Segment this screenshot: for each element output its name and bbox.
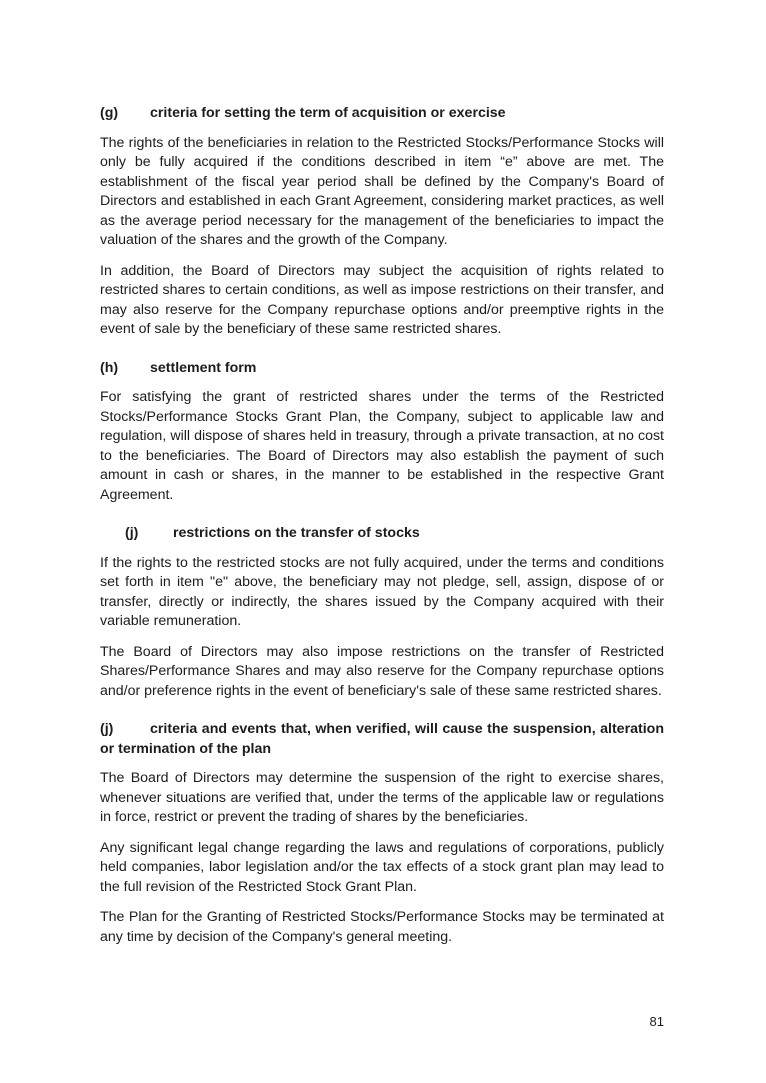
section-g — [100, 104, 664, 340]
section-label: (h) — [100, 359, 119, 376]
section-heading — [125, 524, 639, 544]
section-label: (j) — [100, 721, 114, 737]
section-label: (j) — [125, 525, 139, 541]
paragraph: The Board of Directors may also impose restrictions on the transfer of Restricted Shares/Performance Shares and may also reserve for the Company repurchase options and/or preference rights in the event of beneficiary's sale of these same restricted shares. — [100, 643, 664, 699]
section-title: restrictions on the transfer of stocks — [173, 525, 420, 541]
paragraph: The Board of Directors may determine the suspension of the right to exercise shares, whenever situations are verified that, under the terms of the applicable law or regulations in force, restrict or prevent the trading of shares by the beneficiaries. — [100, 770, 664, 825]
section-heading — [100, 104, 664, 124]
section-j-termination — [100, 720, 664, 947]
section-title: settlement form — [150, 359, 257, 376]
document-page-content — [100, 0, 664, 958]
paragraph: If the rights to the restricted stocks are not fully acquired, under the terms and conditions set forth in item "e" above, the beneficiary may not pledge, sell, assign, dispose of or transfer, directly or indirectly, the shares issued by the Company acquired with their variable remuneration. — [100, 554, 664, 629]
paragraph: In addition, the Board of Directors may subject the acquisition of rights related to restricted shares to certain conditions, as well as impose restrictions on their transfer, and may also reserve for the Company repurchase options and/or preemptive rights in the event of sale by the beneficiary of these same restricted shares. — [100, 262, 664, 337]
section-h — [100, 359, 664, 506]
section-title: criteria for setting the term of acquisition or exercise — [150, 105, 506, 121]
section-heading — [100, 720, 664, 759]
section-heading — [100, 359, 664, 379]
section-title: criteria and events that, when verified, will cause the suspension, alteration or termination of the plan — [100, 721, 664, 757]
section-j-restrictions — [100, 524, 664, 701]
paragraph: Any significant legal change regarding the laws and regulations of corporations, publicly held companies, labor legislation and/or the tax effects of a stock grant plan may lead to the full revision of the Restricted Stock Grant Plan. — [100, 839, 664, 895]
section-label: (g) — [100, 105, 119, 121]
paragraph: The Plan for the Granting of Restricted Stocks/Performance Stocks may be terminated at any time by decision of the Company's general meeting. — [100, 909, 664, 945]
page-number: 81 — [649, 1014, 664, 1029]
paragraph: The rights of the beneficiaries in relation to the Restricted Stocks/Performance Stocks will only be fully acquired if the conditions described in item “e” above are met. The establishment of the fiscal year period shall be defined by the Company's Board of Directors and established in each Grant Agreement, considering market practices, as well as the average period necessary for the management of the beneficiaries to impact the valuation of the shares and the growth of the Company. — [100, 134, 664, 248]
paragraph: For satisfying the grant of restricted shares under the terms of the Restricted Stocks/Performance Stocks Grant Plan, the Company, subject to applicable law and regulation, will dispose of shares held in treasury, through a private transaction, at no cost to the beneficiaries. The Board of Directors may also establish the payment of such amount in cash or shares, in the manner to be established in the respective Grant Agreement. — [100, 389, 664, 503]
